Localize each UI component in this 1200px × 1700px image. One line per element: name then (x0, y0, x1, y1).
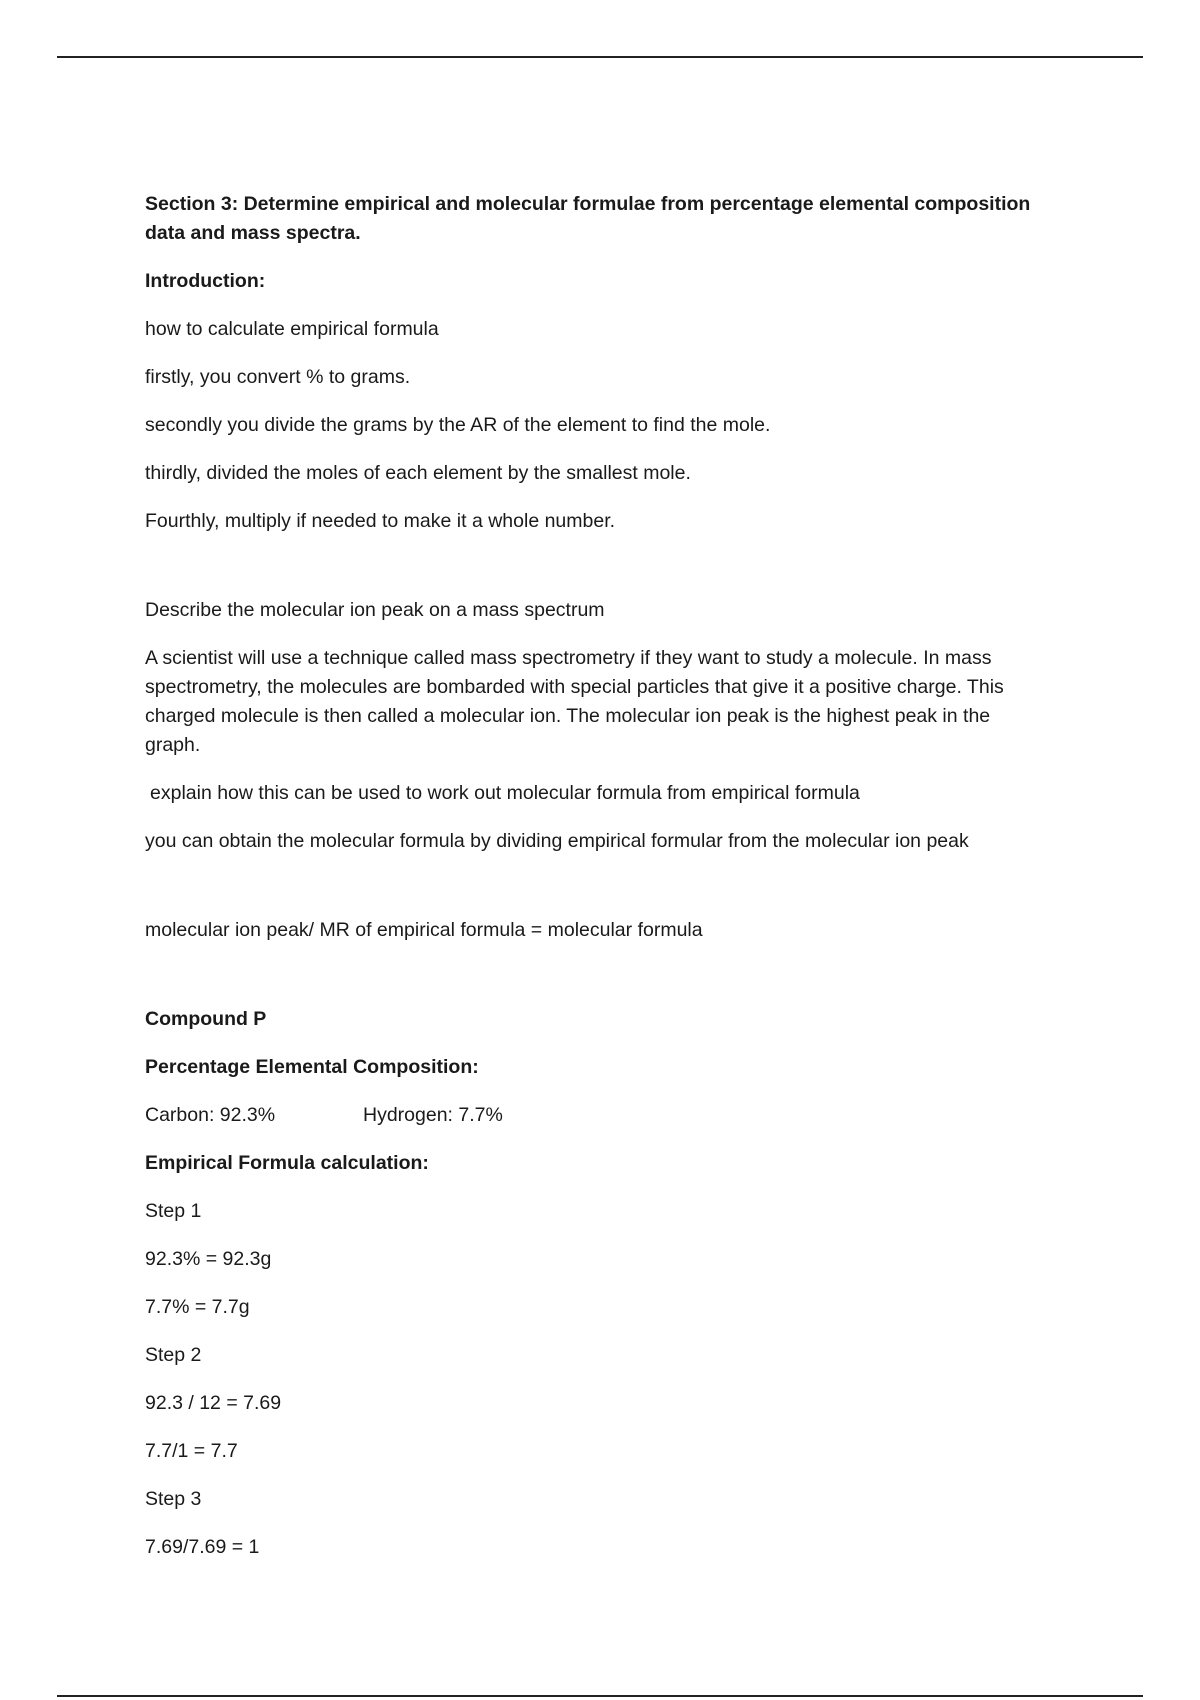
step-label: Step 2 (145, 1344, 202, 1366)
step-label: Step 1 (145, 1200, 202, 1222)
molecular-formula-answer: you can obtain the molecular formula by dividing empirical formular from the molecular ion peak (145, 830, 969, 852)
blank-line (145, 964, 1050, 1005)
molecular-formula-equation: molecular ion peak/ MR of empirical formula = molecular formula (145, 919, 703, 941)
carbon-percentage: Carbon: 92.3% (145, 1104, 276, 1126)
composition-heading: Percentage Elemental Composition: (145, 1056, 479, 1078)
step-line: 92.3 / 12 = 7.69 (145, 1392, 282, 1414)
mass-spectrum-answer: A scientist will use a technique called mass spectrometry if they want to study a molecule. In mass spectrometry, the molecules are bombarded with special particles that give it a positive charge. This charged molecule is then called a molecular ion. The molecular ion peak is the highest peak in the graph. (145, 647, 1004, 756)
step-line: 7.7/1 = 7.7 (145, 1440, 238, 1462)
header-rule (57, 56, 1143, 58)
section-title: Section 3: Determine empirical and molecular formulae from percentage elemental composition data and mass spectra. (145, 193, 1031, 244)
mass-spectrum-question: Describe the molecular ion peak on a mass spectrum (145, 599, 605, 621)
blank-line (145, 875, 1050, 916)
step-label: Step 3 (145, 1488, 202, 1510)
step-line: 7.7% = 7.7g (145, 1296, 250, 1318)
calculation-heading: Empirical Formula calculation: (145, 1152, 429, 1174)
intro-line: thirdly, divided the moles of each element by the smallest mole. (145, 462, 691, 484)
introduction-heading: Introduction: (145, 270, 266, 292)
document-body (145, 190, 1050, 1581)
compound-name: Compound P (145, 1008, 267, 1030)
intro-line: how to calculate empirical formula (145, 318, 439, 340)
blank-line (145, 555, 1050, 596)
molecular-formula-question: explain how this can be used to work out molecular formula from empirical formula (150, 782, 860, 804)
step-line: 7.69/7.69 = 1 (145, 1536, 260, 1558)
hydrogen-percentage: Hydrogen: 7.7% (363, 1104, 503, 1126)
footer-rule (57, 1695, 1143, 1697)
intro-line: secondly you divide the grams by the AR of the element to find the mole. (145, 414, 771, 436)
intro-line: Fourthly, multiply if needed to make it a whole number. (145, 510, 616, 532)
composition-values (145, 1101, 1050, 1130)
intro-line: firstly, you convert % to grams. (145, 366, 411, 388)
step-line: 92.3% = 92.3g (145, 1248, 272, 1270)
